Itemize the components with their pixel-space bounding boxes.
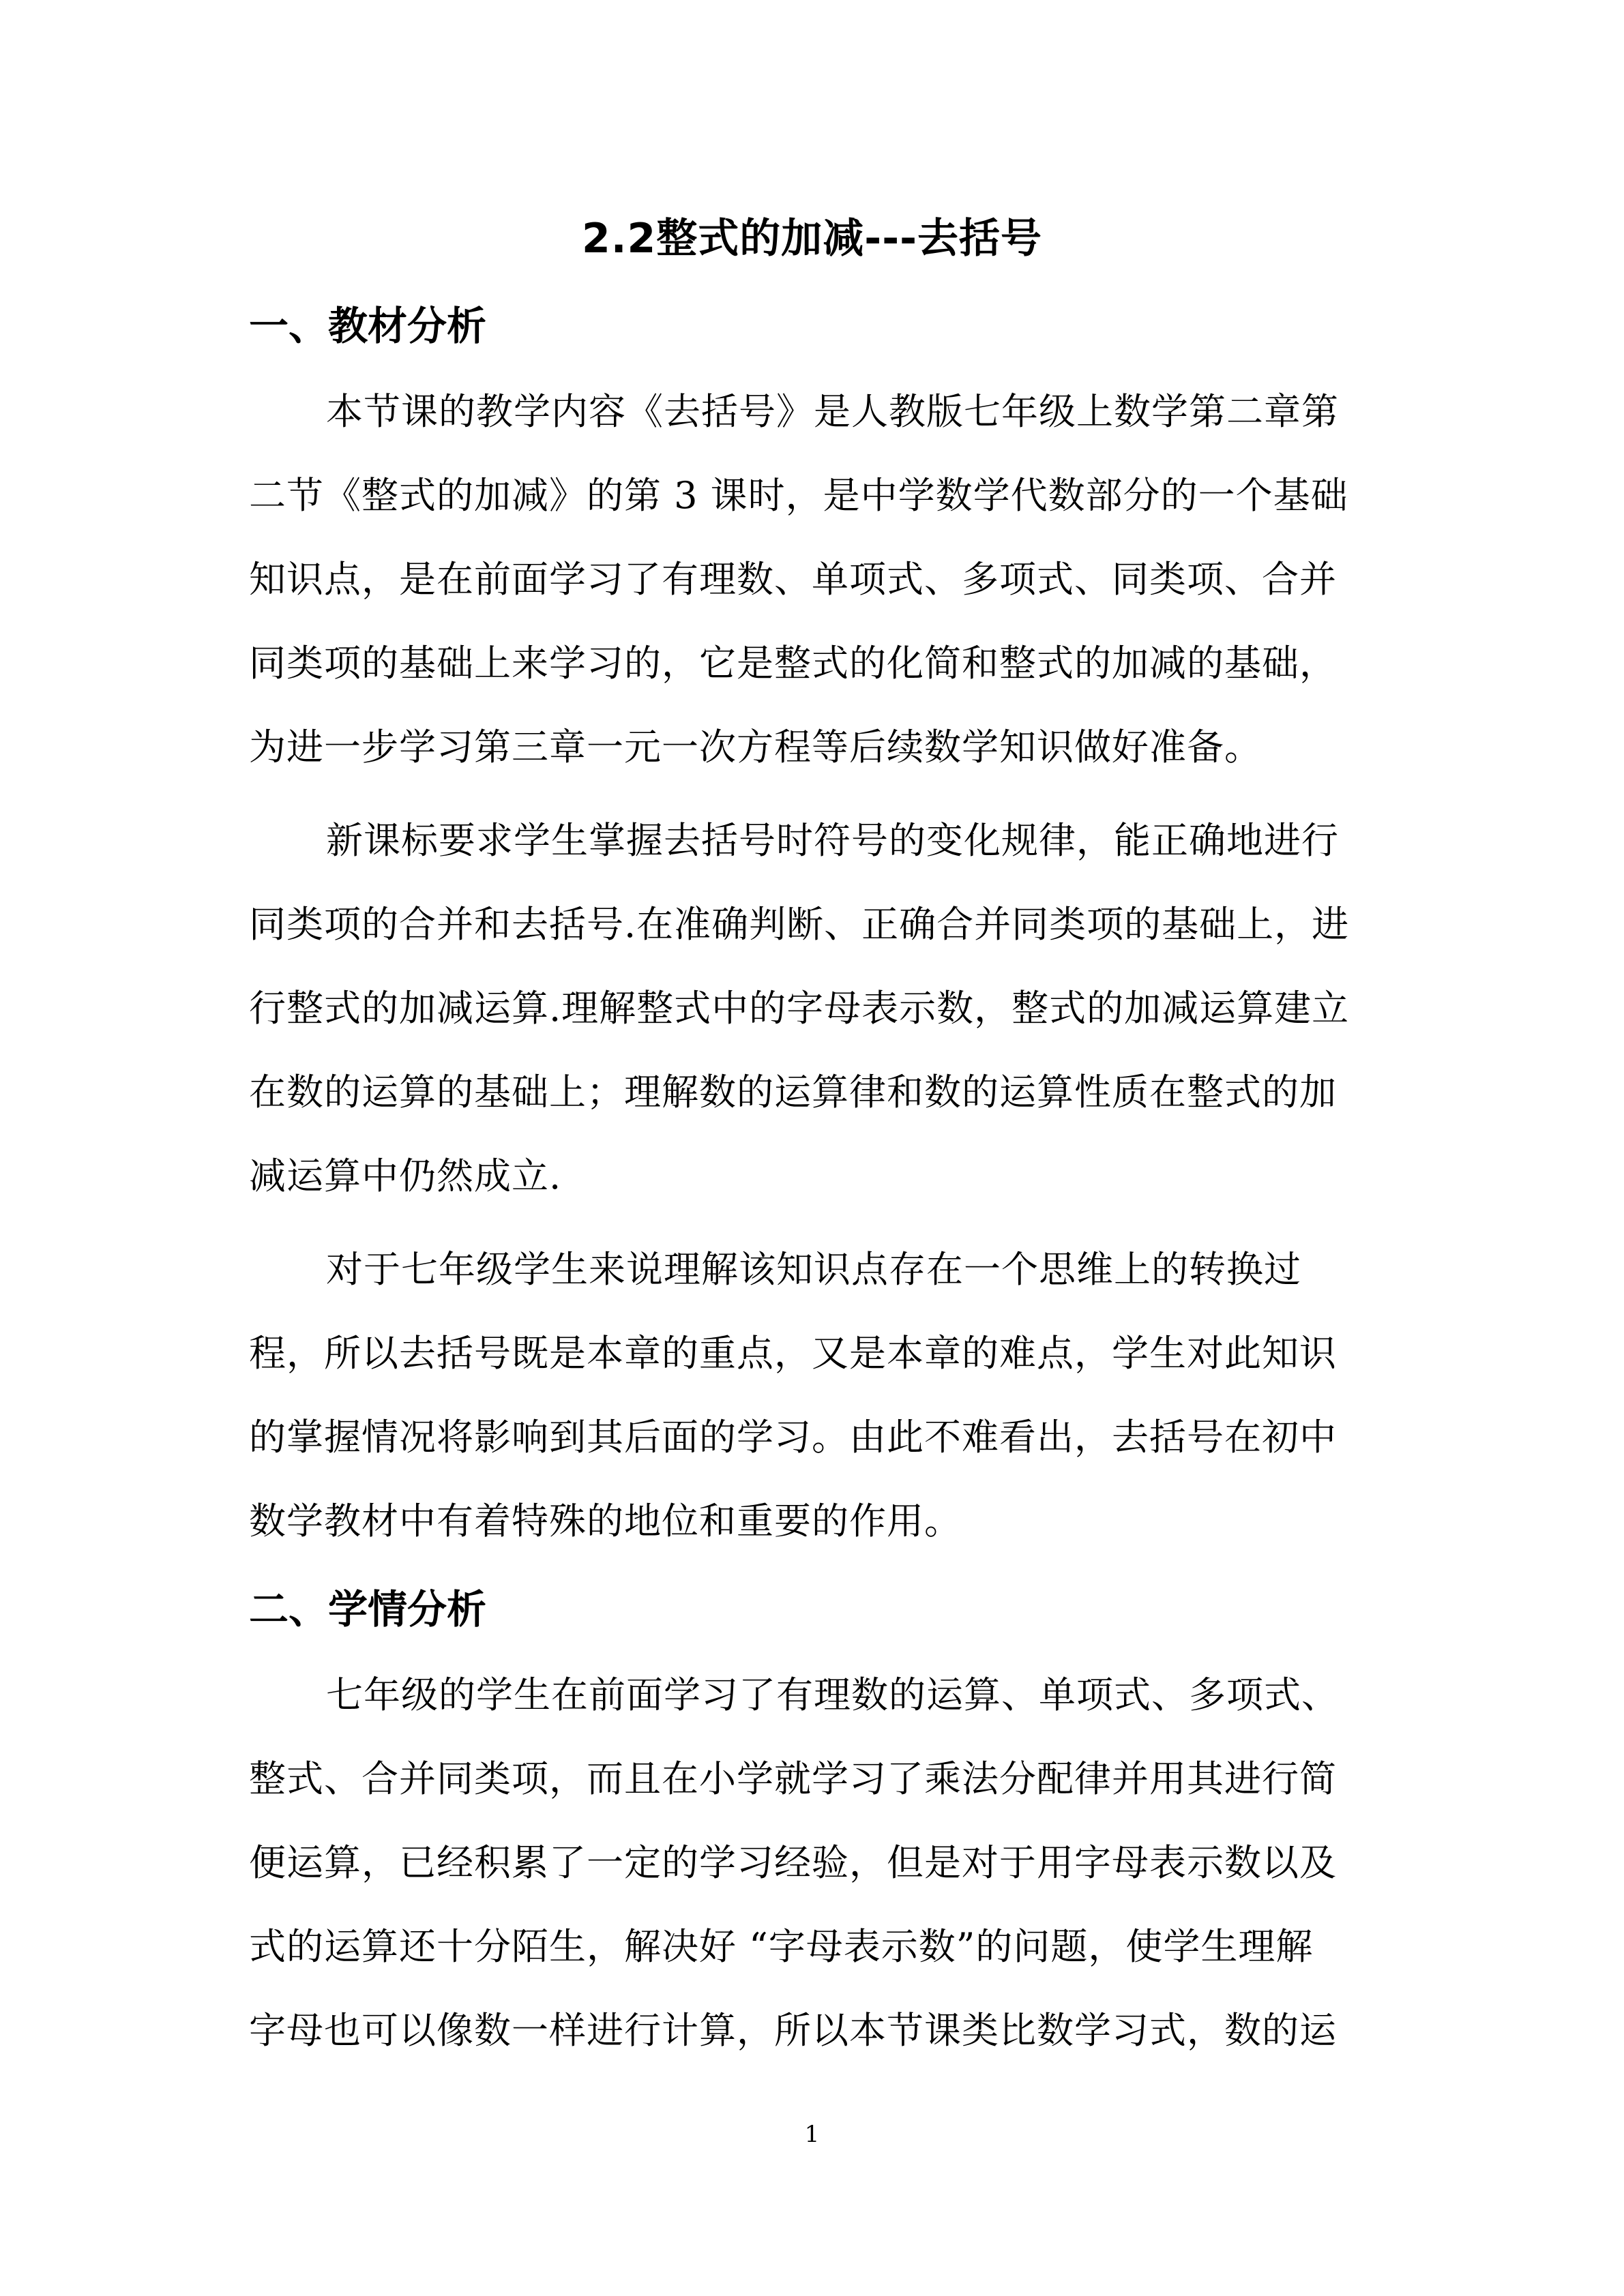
paragraph-line: 本节课的教学内容《去括号》是人教版七年级上数学第二章第 [326, 390, 1339, 433]
page-number: 1 [804, 2121, 820, 2148]
paragraph-line: 同类项的合并和去括号.在准确判断、正确合并同类项的基础上，进 [249, 903, 1350, 946]
section-heading-textbook-analysis: 一、教材分析 [249, 303, 487, 349]
paragraph-line: 减运算中仍然成立. [249, 1154, 562, 1197]
paragraph-line: 为进一步学习第三章一元一次方程等后续数学知识做好准备。 [249, 726, 1262, 769]
paragraph-line: 同类项的基础上来学习的，它是整式的化简和整式的加减的基础， [249, 642, 1337, 685]
paragraph-line: 知识点，是在前面学习了有理数、单项式、多项式、同类项、合并 [249, 558, 1337, 601]
paragraph-line: 七年级的学生在前面学习了有理数的运算、单项式、多项式、 [326, 1673, 1339, 1716]
paragraph-line: 的掌握情况将影响到其后面的学习。由此不难看出，去括号在初中 [249, 1416, 1337, 1459]
document-title: 2.2整式的加减---去括号 [582, 215, 1042, 263]
paragraph-line: 整式、合并同类项，而且在小学就学习了乘法分配律并用其进行简 [249, 1757, 1337, 1800]
paragraph-line: 二节《整式的加减》的第 3 课时，是中学数学代数部分的一个基础 [249, 474, 1348, 517]
paragraph-line: 便运算，已经积累了一定的学习经验，但是对于用字母表示数以及 [249, 1841, 1337, 1884]
paragraph-line: 对于七年级学生来说理解该知识点存在一个思维上的转换过 [326, 1248, 1301, 1291]
section-heading-learner-analysis: 二、学情分析 [249, 1586, 487, 1632]
paragraph-line: 新课标要求学生掌握去括号时符号的变化规律，能正确地进行 [326, 819, 1339, 862]
paragraph-line: 式的运算还十分陌生，解决好 “字母表示数”的问题，使学生理解 [249, 1925, 1314, 1968]
paragraph-line: 在数的运算的基础上；理解数的运算律和数的运算性质在整式的加 [249, 1071, 1337, 1114]
paragraph-line: 字母也可以像数一样进行计算，所以本节课类比数学习式，数的运 [249, 2009, 1337, 2052]
paragraph-line: 数学教材中有着特殊的地位和重要的作用。 [249, 1500, 962, 1542]
paragraph-line: 程，所以去括号既是本章的重点，又是本章的难点，学生对此知识 [249, 1332, 1337, 1375]
paragraph-line: 行整式的加减运算.理解整式中的字母表示数，整式的加减运算建立 [249, 987, 1350, 1030]
